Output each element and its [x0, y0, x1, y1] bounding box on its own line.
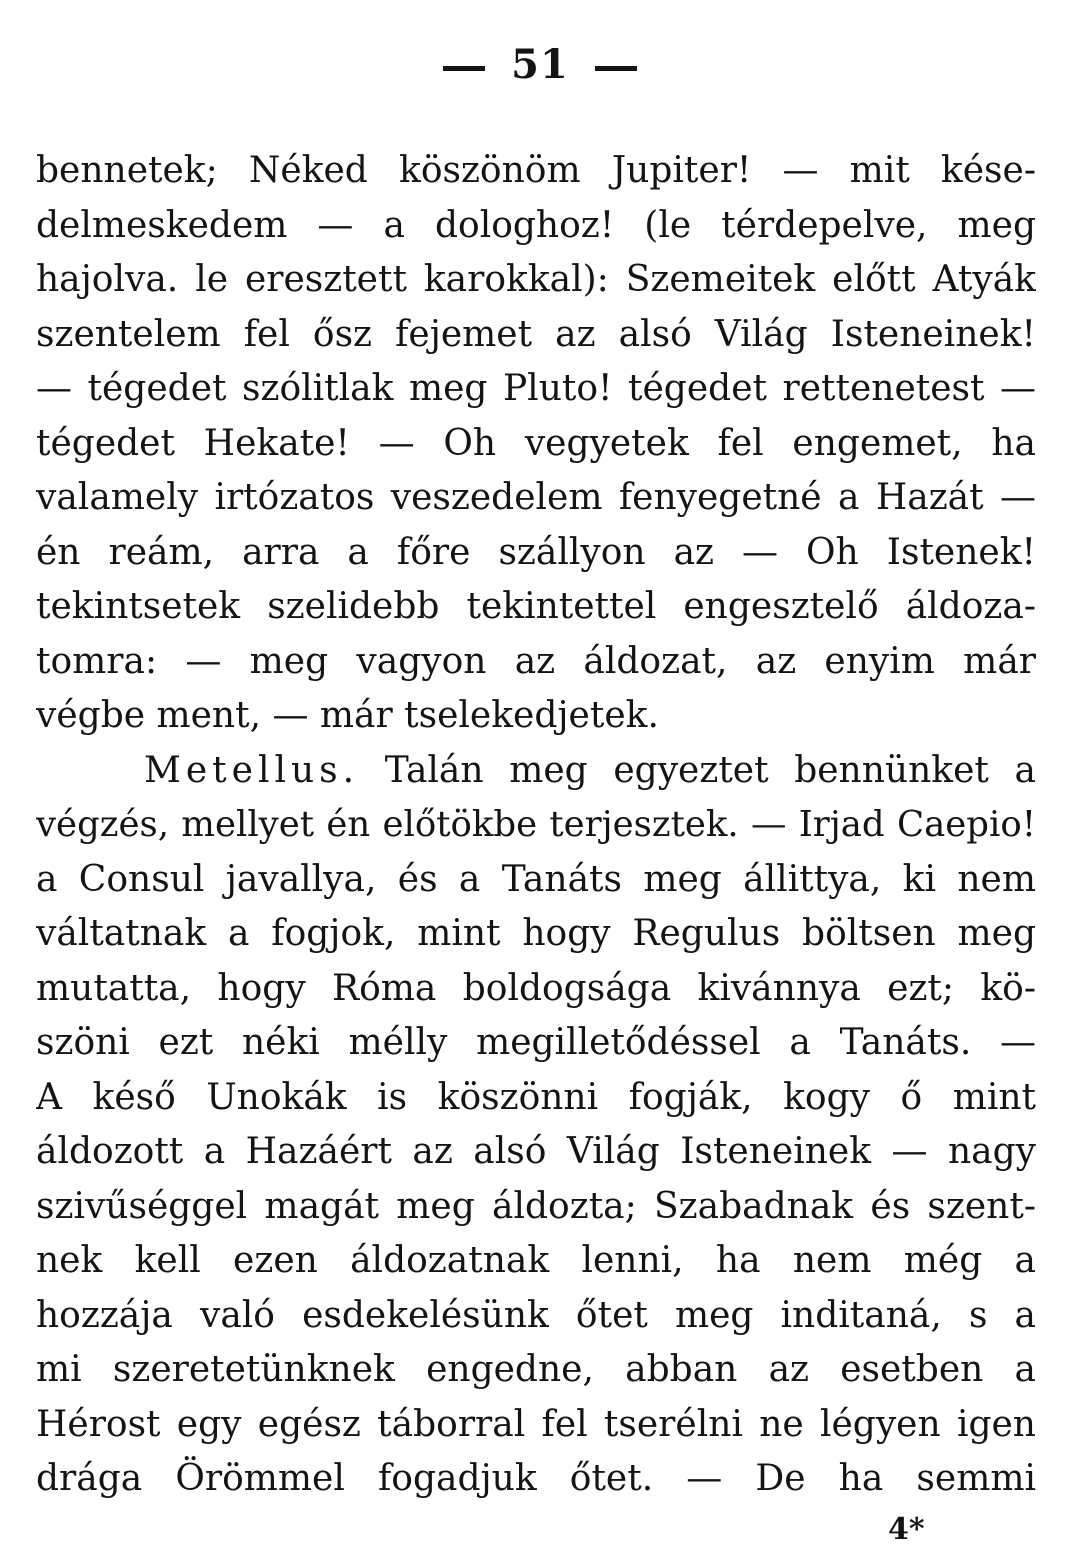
text-line: hozzája való esdekelésünk őtet meg inditaná, s a [36, 1294, 1036, 1336]
speaker-name: Metellus. [144, 749, 360, 791]
text-line: A késő Unokák is köszönni fogják, kogy ő mint [36, 1076, 1036, 1118]
text-line: bennetek; Néked köszönöm Jupiter! — mit kése- [36, 150, 1036, 191]
text-line: drága Örömmel fogadjuk őtet. — De ha semmi [36, 1458, 1036, 1499]
text-line: mutatta, hogy Róma boldogsága kivánnya ezt; kö- [36, 967, 1036, 1009]
speaker-line [36, 744, 1036, 799]
page-number: 51 [511, 41, 569, 88]
text-line: a Consul javallya, és a Tanáts meg állittya, ki nem [36, 858, 1036, 900]
text-line: tekintsetek szelidebb tekintettel engesztelő áldoza- [36, 586, 1036, 627]
text-line: Hérost egy egész táborral fel tserélni ne légyen igen [36, 1403, 1036, 1445]
text-line: szentelem fel ősz fejemet az alsó Világ Isteneinek! [36, 313, 1036, 355]
signature-mark: 4* [888, 1512, 925, 1547]
text-line: — tégedet szólitlak meg Pluto! tégedet rettenetest — [36, 368, 1036, 409]
text-line: végbe ment, — már tselekedjetek. [36, 695, 659, 736]
header-dash-right [595, 66, 637, 71]
text-line: szöni ezt néki mélly megilletődéssel a Tanáts. — [36, 1022, 1036, 1063]
header-dash-left [443, 66, 485, 71]
text-line: váltatnak a fogjok, mint hogy Regulus böltsen meg [36, 913, 1036, 954]
text-line: én reám, arra a főre szállyon az — Oh Istenek! [36, 531, 1036, 573]
text-line: végzés, mellyet én előtökbe terjesztek. — Irjad Caepio! [36, 804, 1036, 845]
text-line: tégedet Hekate! — Oh vegyetek fel engemet, ha [36, 422, 1036, 464]
text-line: delmeskedem — a dologhoz! (le térdepelve, meg [36, 204, 1036, 246]
page-header [0, 40, 1080, 90]
speaker-line-text: Talán meg egyeztet bennünket a [384, 749, 1036, 791]
text-line: valamely irtózatos veszedelem fenyegetné a Hazát — [36, 477, 1036, 518]
text-line: áldozott a Hazáért az alsó Világ Isteneinek — nagy [36, 1131, 1036, 1172]
text-line: hajolva. le eresztett karokkal): Szemeitek előtt Atyák [36, 259, 1036, 300]
text-line: tomra: — meg vagyon az áldozat, az enyim már [36, 640, 1036, 682]
text-line: szivűséggel magát meg áldozta; Szabadnak és szent- [36, 1185, 1036, 1227]
body-text [36, 144, 1036, 1507]
text-line: nek kell ezen áldozatnak lenni, ha nem még a [36, 1240, 1036, 1281]
text-line: mi szeretetünknek engedne, abban az esetben a [36, 1349, 1036, 1390]
